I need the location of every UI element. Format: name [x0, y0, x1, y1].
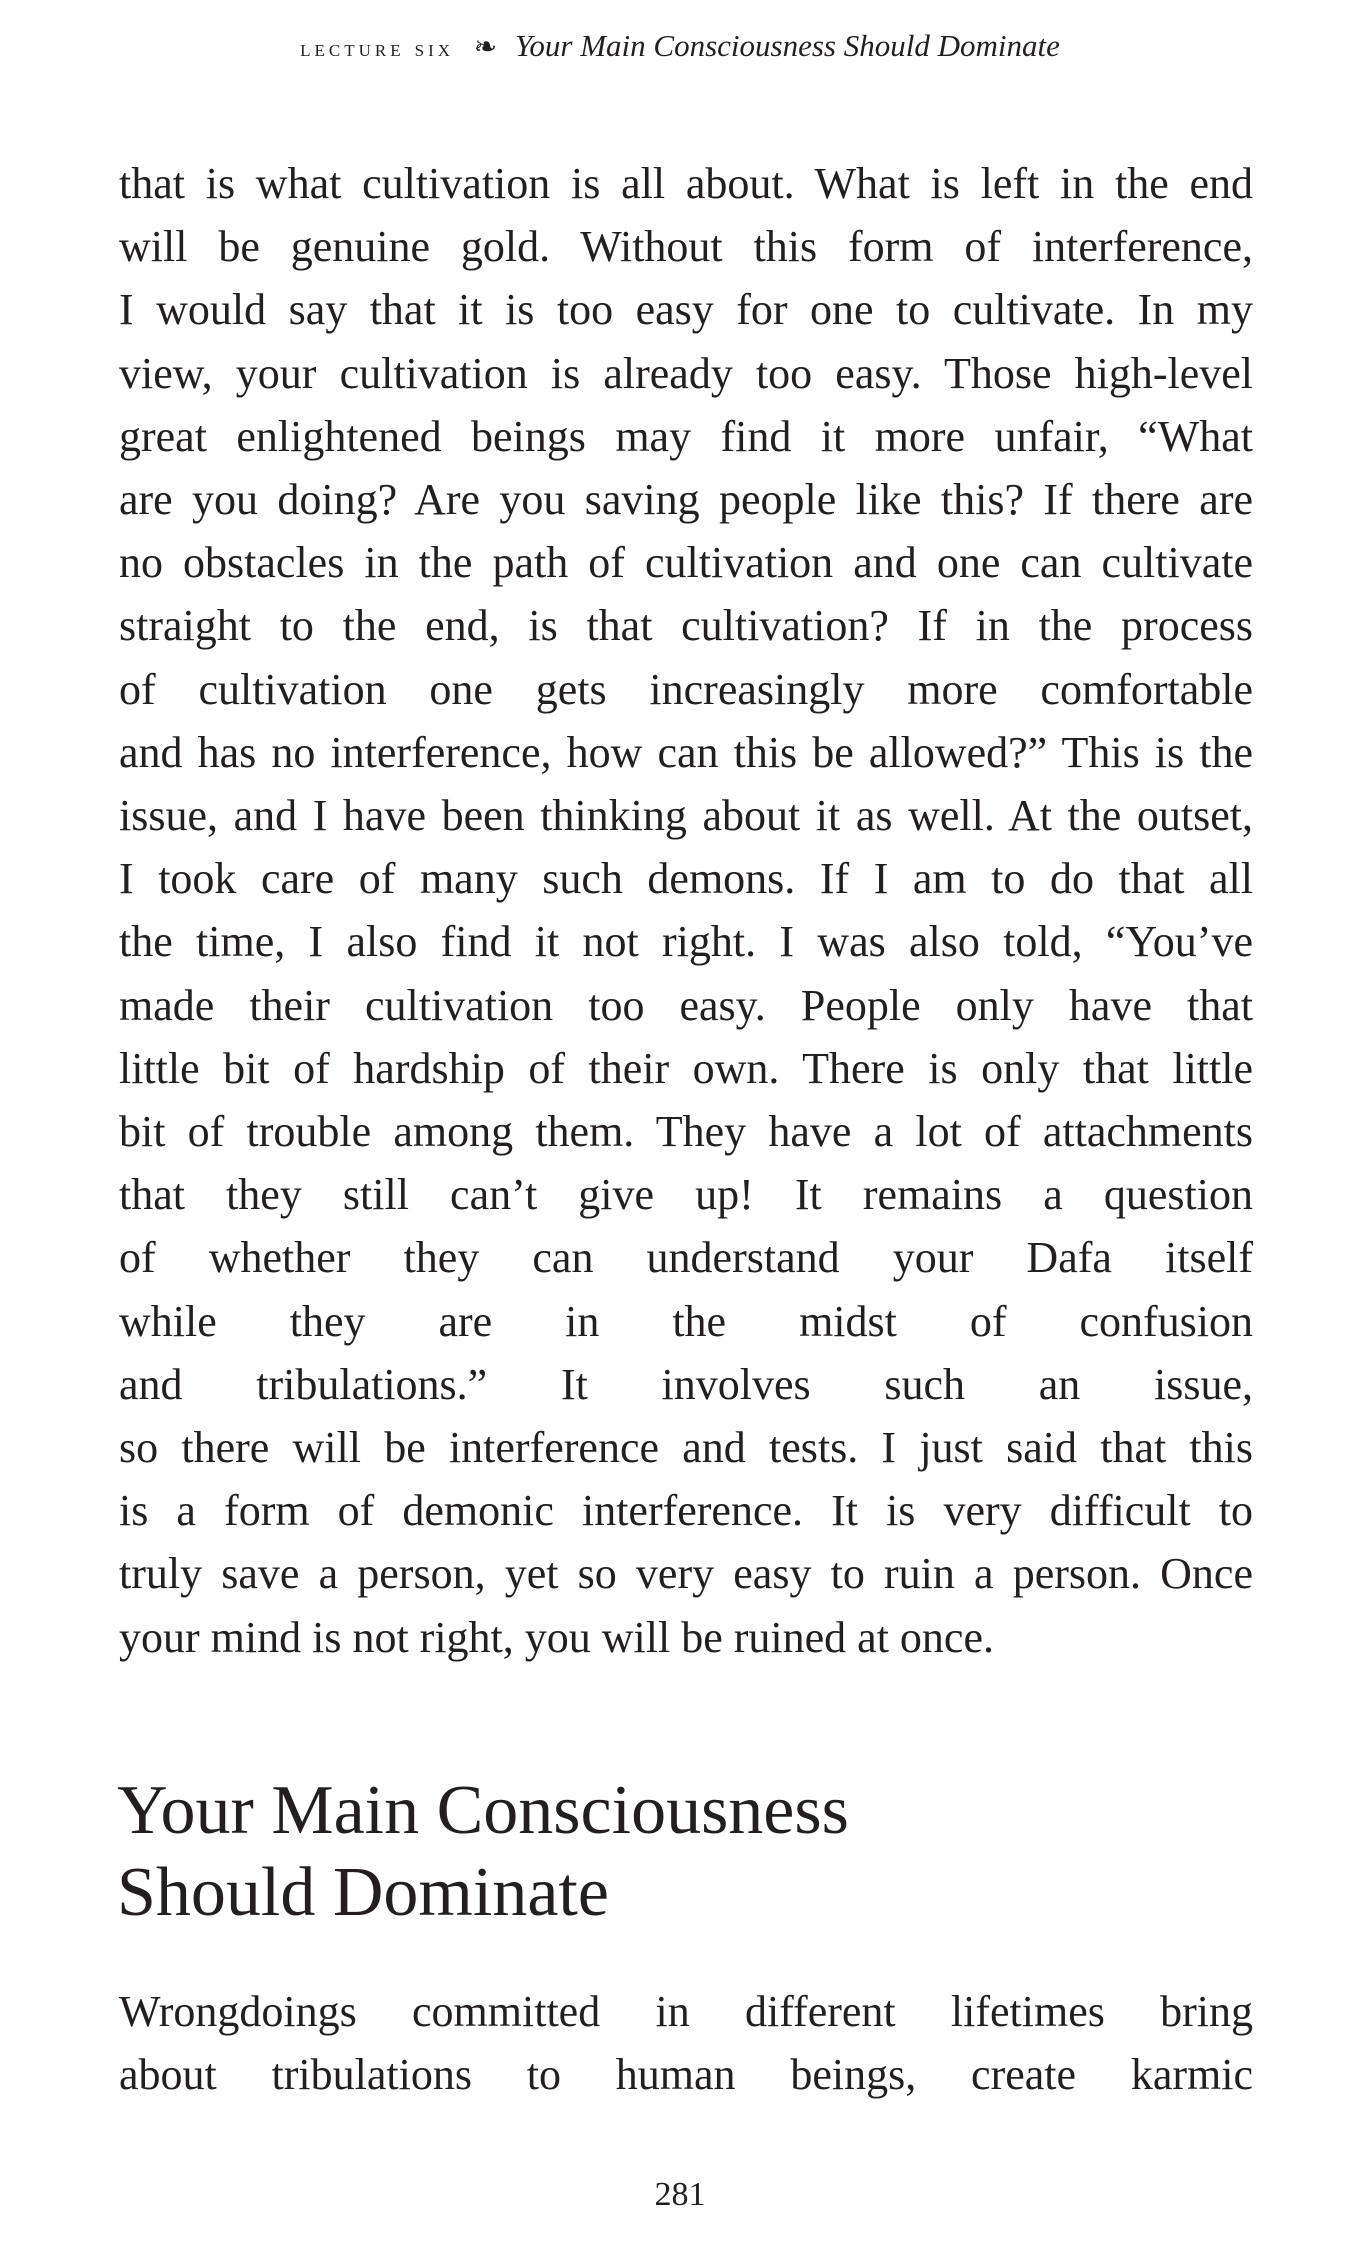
- text-line: I took care of many such demons. If I am to do that all: [119, 854, 1253, 904]
- text-line: is a form of demonic interference. It is very difficult to: [119, 1486, 1253, 1536]
- section-heading: [117, 1770, 1251, 1934]
- page-number: 281: [654, 2176, 706, 2213]
- text-line: will be genuine gold. Without this form of interference,: [119, 222, 1253, 272]
- text-line: great enlightened beings may find it more unfair, “What: [119, 411, 1253, 461]
- text-line: bit of trouble among them. They have a lot of attachments: [119, 1107, 1253, 1157]
- text-line: and has no interference, how can this be allowed?” This is the: [119, 727, 1253, 777]
- fleuron-icon: ❧: [473, 32, 498, 63]
- running-head: [0, 26, 1360, 69]
- running-head-chapter: Your Main Consciousness Should Dominate: [515, 28, 1060, 63]
- text-line: made their cultivation too easy. People only have that: [119, 980, 1253, 1030]
- text-line: I would say that it is too easy for one to cultivate. In my: [119, 285, 1253, 335]
- text-line: and tribulations.” It involves such an issue,: [119, 1359, 1253, 1409]
- text-line: straight to the end, is that cultivation? If in the process: [119, 601, 1253, 651]
- section-heading-line-1: Your Main Consciousness: [117, 1772, 849, 1849]
- body-paragraph-1: [119, 152, 1253, 1669]
- running-head-section: lecture six: [300, 36, 455, 62]
- text-line: while they are in the midst of confusion: [119, 1296, 1253, 1346]
- body-paragraph-2: [119, 1980, 1253, 2106]
- text-line: issue, and I have been thinking about it as well. At the outset,: [119, 791, 1253, 841]
- text-line: of whether they can understand your Dafa itself: [119, 1233, 1253, 1283]
- text-line: the time, I also find it not right. I was also told, “You’ve: [119, 917, 1253, 967]
- section-heading-line-2: Should Dominate: [117, 1854, 609, 1931]
- text-line: of cultivation one gets increasingly more comfortable: [119, 664, 1253, 714]
- text-line: are you doing? Are you saving people like this? If there are: [119, 475, 1253, 525]
- text-line: view, your cultivation is already too easy. Those high-level: [119, 348, 1253, 398]
- text-line: your mind is not right, you will be ruined at once.: [119, 1612, 994, 1662]
- text-line: Wrongdoings committed in different lifetimes bring: [119, 1987, 1253, 2036]
- text-line: no obstacles in the path of cultivation and one can cultivate: [119, 538, 1253, 588]
- text-line: that they still can’t give up! It remains a question: [119, 1170, 1253, 1220]
- text-line: little bit of hardship of their own. There is only that little: [119, 1043, 1253, 1093]
- text-line: so there will be interference and tests. I just said that this: [119, 1423, 1253, 1473]
- text-line: about tribulations to human beings, create karmic: [119, 2050, 1253, 2100]
- text-line: truly save a person, yet so very easy to ruin a person. Once: [119, 1549, 1253, 1599]
- text-line: that is what cultivation is all about. What is left in the end: [119, 159, 1253, 208]
